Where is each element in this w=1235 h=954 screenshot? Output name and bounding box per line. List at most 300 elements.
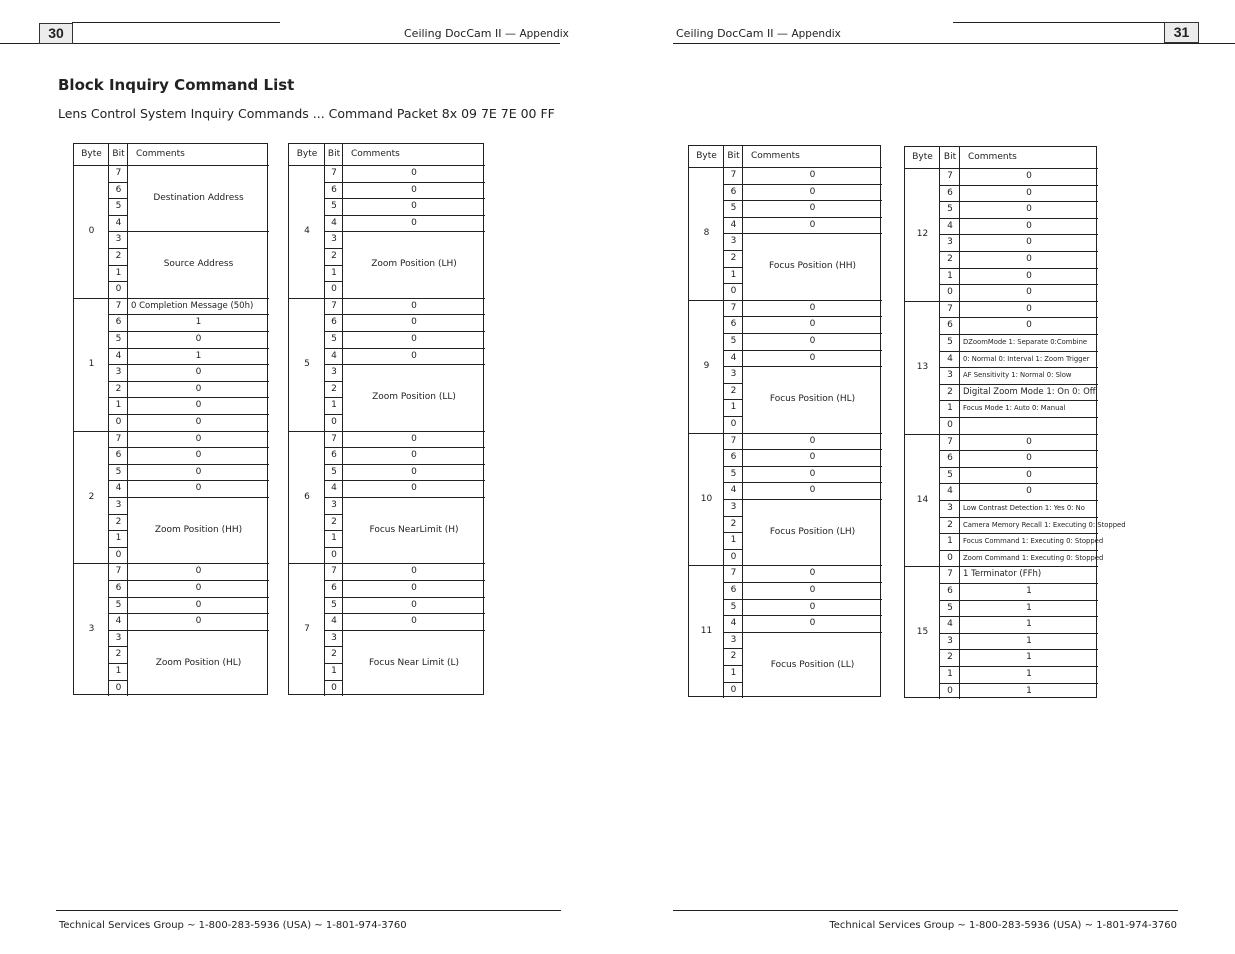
- row-divider: [325, 514, 343, 515]
- bit-number: 2: [947, 652, 953, 663]
- bit-number: 5: [331, 201, 337, 212]
- bit-number: 0: [115, 284, 122, 295]
- comment-value: 0: [809, 219, 816, 230]
- comment-value: 0: [1026, 436, 1032, 447]
- comment-value: 0: [809, 618, 816, 629]
- bit-number: 4: [730, 618, 737, 629]
- row-divider: [325, 580, 343, 581]
- row-divider: [325, 447, 343, 448]
- bit-number: 1: [331, 533, 337, 544]
- bit-number: 4: [947, 353, 953, 364]
- byte-number: 9: [703, 360, 710, 371]
- bit-number: 0: [331, 549, 337, 560]
- bit-number: 5: [331, 466, 337, 477]
- row-divider: [325, 381, 343, 382]
- row-divider: [325, 182, 343, 183]
- comment-group: Zoom Position (LH): [371, 259, 457, 270]
- byte-number: 12: [916, 229, 929, 239]
- bit-number: 3: [730, 502, 737, 512]
- comment-value: 0: [411, 184, 417, 195]
- row-divider: [940, 517, 960, 518]
- bit-number: 3: [730, 236, 737, 247]
- bit-number: 1: [947, 536, 953, 547]
- bit-number: 5: [947, 602, 953, 613]
- bit-number: 2: [730, 253, 737, 263]
- row-divider: [325, 231, 343, 232]
- header-section-right: Appendix: [791, 28, 841, 40]
- row-divider: [940, 683, 960, 684]
- bit-number: 1: [947, 403, 953, 414]
- comment-group: Focus Position (LH): [769, 527, 856, 537]
- header-text-left: [404, 27, 569, 40]
- row-divider: [940, 351, 960, 352]
- bit-number: 4: [947, 486, 953, 497]
- row-divider: [325, 630, 343, 631]
- comment-value: Focus Command 1: Executing 0: Stopped: [963, 537, 1104, 546]
- byte-number: 0: [88, 226, 95, 236]
- comment-value: 0: [195, 367, 202, 378]
- bit-number: 5: [331, 599, 337, 610]
- comment-value: Low Contrast Detection 1: Yes 0: No: [963, 504, 1085, 512]
- comment-value: 0: [411, 201, 417, 212]
- row-divider: [109, 331, 128, 332]
- bit-number: 7: [115, 168, 122, 178]
- row-divider: [724, 383, 743, 384]
- comment-value: 0: [411, 317, 417, 328]
- comment-value: 0: [411, 450, 417, 461]
- bit-number: 0: [115, 417, 122, 427]
- bit-number: 0: [331, 284, 337, 295]
- comment-value: 1: [1026, 586, 1032, 596]
- bit-number: 0: [730, 684, 737, 695]
- comment-value: 0: [411, 483, 417, 494]
- row-divider: [109, 381, 128, 382]
- row-divider: [325, 646, 343, 647]
- bit-number: 1: [115, 267, 122, 278]
- comment-value: 0: [1026, 220, 1032, 231]
- bit-number: 2: [331, 383, 337, 394]
- row-divider: [724, 200, 743, 201]
- bit-number: 4: [115, 483, 122, 494]
- comment-value: 0: [195, 466, 202, 477]
- comment-value: 0: [195, 400, 202, 411]
- bit-number: 7: [115, 300, 122, 311]
- comment-value: 0: [195, 417, 202, 427]
- bit-number: 3: [115, 632, 122, 643]
- row-divider: [724, 333, 743, 334]
- row-divider: [940, 666, 960, 667]
- header-top-rule-left: [72, 22, 280, 23]
- bit-number: 7: [331, 168, 337, 178]
- byte-number: 5: [304, 358, 310, 369]
- bit-number: 6: [947, 453, 953, 464]
- bit-number: 7: [947, 171, 953, 181]
- row-divider: [724, 532, 743, 533]
- comment-value: 0: [195, 334, 202, 344]
- byte-number: 1: [88, 358, 95, 369]
- row-divider: [109, 348, 128, 349]
- row-divider: [109, 597, 128, 598]
- bit-number: 4: [730, 485, 737, 496]
- row-divider: [724, 250, 743, 251]
- row-divider: [940, 201, 960, 202]
- header-comments: Comments: [136, 149, 185, 159]
- comment-value: 0: [195, 566, 202, 577]
- row-divider: [109, 281, 128, 282]
- bit-number: 0: [331, 682, 337, 693]
- row-divider: [940, 616, 960, 617]
- header-rule-right: [673, 43, 1235, 44]
- row-divider: [109, 530, 128, 531]
- row-divider: [325, 464, 343, 465]
- bit-number: 2: [331, 251, 337, 261]
- comment-value: 0: [809, 302, 816, 313]
- bit-number: 2: [730, 518, 737, 529]
- footer-left: Technical Services Group ~ 1-800-283-5936 (USA) ~ 1-801-974-3760: [59, 920, 407, 931]
- row-divider: [940, 649, 960, 650]
- comment-value: 0: [1026, 187, 1032, 198]
- comment-value: 0 Completion Message (50h): [131, 300, 254, 311]
- bit-number: 6: [115, 317, 122, 328]
- bit-number: 4: [730, 352, 737, 363]
- header-byte: Byte: [81, 149, 102, 159]
- row-divider: [940, 400, 960, 401]
- byte-number: 6: [304, 491, 310, 502]
- bit-number: 7: [730, 302, 737, 313]
- comment-value: 0: [809, 585, 816, 595]
- comment-value: 0: [809, 435, 816, 446]
- bit-number: 3: [730, 369, 737, 380]
- comment-value: 0: [1026, 453, 1032, 464]
- row-divider: [940, 417, 960, 418]
- bit-number: 2: [331, 649, 337, 660]
- section-subtitle: Lens Control System Inquiry Commands ... Command Packet 8x 09 7E 7E 00 FF: [58, 106, 555, 121]
- comment-value: DZoomMode 1: Separate 0:Combine: [963, 338, 1088, 346]
- bit-number: 7: [115, 566, 122, 577]
- footer-rule-left: [56, 910, 561, 911]
- row-divider: [724, 366, 743, 367]
- bit-number: 6: [331, 184, 337, 195]
- row-divider: [724, 648, 743, 649]
- comment-value: 0: [195, 383, 202, 394]
- bit-number: 6: [730, 319, 737, 330]
- bit-number: 3: [115, 234, 122, 245]
- bit-number: 0: [947, 420, 953, 430]
- row-divider: [940, 583, 960, 584]
- header-dash-right: —: [776, 27, 788, 40]
- row-divider: [325, 414, 343, 415]
- bit-number: 2: [115, 649, 122, 660]
- byte-number: 15: [916, 627, 929, 638]
- row-divider: [109, 480, 128, 481]
- bit-number: 4: [115, 217, 122, 228]
- comment-group: Source Address: [163, 259, 234, 270]
- header-byte: Byte: [696, 151, 717, 161]
- bit-number: 6: [331, 317, 337, 328]
- comment-value: 0: [411, 433, 417, 444]
- row-divider: [724, 632, 743, 633]
- bit-number: 1: [947, 669, 953, 679]
- byte-number: 10: [700, 493, 713, 504]
- page-number-right: 31: [1164, 22, 1199, 43]
- row-divider: [109, 464, 128, 465]
- bit-number: 3: [947, 503, 953, 513]
- comment-value: 0: Normal 0: Interval 1: Zoom Trigger: [963, 354, 1090, 363]
- bit-number: 3: [331, 632, 337, 643]
- comment-value: 0: [1026, 237, 1032, 248]
- row-divider: [724, 582, 743, 583]
- comment-group: Focus Near Limit (L): [368, 657, 460, 668]
- bit-number: 7: [947, 569, 953, 580]
- bit-number: 6: [730, 452, 737, 463]
- footer-rule-right: [673, 910, 1178, 911]
- bit-number: 6: [947, 320, 953, 331]
- row-divider: [109, 364, 128, 365]
- row-divider: [109, 497, 128, 498]
- comment-value: 0: [195, 583, 202, 593]
- bit-number: 3: [947, 635, 953, 646]
- row-divider: [109, 397, 128, 398]
- comment-value: 0: [1026, 270, 1032, 281]
- comment-value: Zoom Command 1: Executing 0: Stopped: [963, 553, 1104, 562]
- row-divider: [724, 399, 743, 400]
- row-divider: [325, 547, 343, 548]
- bit-number: 4: [331, 350, 337, 361]
- bit-number: 1: [115, 400, 122, 411]
- bit-number: 0: [947, 552, 953, 563]
- comment-group: Zoom Position (HH): [154, 525, 243, 535]
- bit-number: 2: [331, 516, 337, 527]
- row-divider: [109, 547, 128, 548]
- bit-number: 6: [947, 586, 953, 596]
- row-divider: [724, 499, 743, 500]
- comment-value: 0: [809, 485, 816, 496]
- comment-value: 1: [1026, 602, 1032, 613]
- comment-value: AF Sensitivity 1: Normal 0: Slow: [963, 371, 1072, 380]
- comment-value: 0: [195, 483, 202, 494]
- row-divider: [325, 364, 343, 365]
- bit-number: 2: [115, 516, 122, 527]
- command-table: [288, 143, 484, 695]
- bit-number: 4: [730, 219, 737, 230]
- comment-group: Focus Position (HL): [769, 394, 856, 405]
- page-number-left: 30: [39, 23, 73, 44]
- comment-value: 0: [195, 616, 202, 627]
- row-divider: [724, 665, 743, 666]
- row-divider: [940, 483, 960, 484]
- bit-number: 5: [947, 337, 953, 347]
- bit-number: 5: [730, 601, 737, 612]
- row-divider: [325, 613, 343, 614]
- row-divider: [940, 317, 960, 318]
- bit-number: 5: [115, 466, 122, 477]
- byte-number: 2: [88, 491, 95, 502]
- command-table: [73, 143, 268, 695]
- row-divider: [109, 514, 128, 515]
- row-divider: [109, 414, 128, 415]
- bit-number: 0: [730, 551, 737, 562]
- byte-number: 8: [703, 228, 710, 238]
- header-text-right: [676, 27, 841, 40]
- comment-value: 0: [809, 203, 816, 214]
- bit-number: 5: [115, 201, 122, 212]
- row-divider: [940, 185, 960, 186]
- comment-value: 1: [195, 317, 202, 328]
- row-divider: [724, 682, 743, 683]
- row-divider: [940, 367, 960, 368]
- row-divider: [325, 265, 343, 266]
- row-divider: [724, 217, 743, 218]
- row-divider: [109, 265, 128, 266]
- row-divider: [325, 248, 343, 249]
- bit-number: 1: [730, 668, 737, 678]
- bit-number: 2: [115, 251, 122, 261]
- bit-number: 5: [115, 599, 122, 610]
- row-divider: [109, 630, 128, 631]
- bit-number: 7: [331, 300, 337, 311]
- row-divider: [724, 316, 743, 317]
- bit-number: 3: [947, 237, 953, 248]
- bit-number: 7: [730, 568, 737, 579]
- bit-number: 7: [730, 170, 737, 180]
- byte-number: 7: [304, 624, 310, 635]
- comment-value: 0: [809, 336, 816, 346]
- command-table: [904, 146, 1126, 698]
- bit-number: 0: [730, 419, 737, 429]
- comment-group: Zoom Position (LL): [372, 392, 456, 403]
- comment-group: Destination Address: [153, 193, 244, 203]
- row-divider: [325, 597, 343, 598]
- row-divider: [325, 480, 343, 481]
- bit-number: 7: [331, 566, 337, 577]
- bit-number: 5: [947, 469, 953, 480]
- byte-number: 13: [916, 361, 929, 372]
- comment-value: 0: [1026, 486, 1032, 497]
- bit-number: 0: [331, 417, 337, 427]
- bit-number: 3: [115, 500, 122, 510]
- header-bit: Bit: [727, 151, 740, 161]
- row-divider: [325, 680, 343, 681]
- comment-value: 0: [411, 168, 417, 178]
- comment-value: 0: [1026, 287, 1032, 298]
- bit-number: 1: [115, 533, 122, 544]
- row-divider: [109, 663, 128, 664]
- bit-number: 7: [947, 303, 953, 314]
- bit-number: 4: [115, 350, 122, 361]
- bit-number: 5: [730, 336, 737, 346]
- comment-group: Focus NearLimit (H): [369, 525, 459, 535]
- comment-value: 0: [195, 599, 202, 610]
- comment-value: 0: [1026, 469, 1032, 480]
- row-divider: [940, 450, 960, 451]
- comment-value: 0: [809, 468, 816, 479]
- bit-number: 5: [730, 203, 737, 214]
- comment-value: 0: [411, 466, 417, 477]
- row-divider: [940, 500, 960, 501]
- row-divider: [724, 283, 743, 284]
- bit-number: 7: [115, 433, 122, 444]
- row-divider: [724, 516, 743, 517]
- bit-number: 3: [331, 367, 337, 378]
- comment-value: 0: [411, 599, 417, 610]
- row-divider: [109, 314, 128, 315]
- row-divider: [325, 530, 343, 531]
- bit-number: 6: [115, 184, 122, 195]
- row-divider: [109, 182, 128, 183]
- comment-group: Zoom Position (HL): [155, 657, 242, 668]
- bit-number: 6: [331, 450, 337, 461]
- row-divider: [940, 268, 960, 269]
- byte-number: 11: [700, 626, 713, 637]
- header-comments: Comments: [351, 149, 400, 159]
- comment-group: Focus Position (LL): [770, 659, 855, 670]
- row-divider: [960, 417, 1098, 418]
- row-divider: [940, 218, 960, 219]
- comment-value: 1: [195, 350, 202, 361]
- bit-number: 5: [115, 334, 122, 344]
- comment-value: 0: [809, 352, 816, 363]
- comment-value: 0: [809, 568, 816, 579]
- bit-number: 1: [331, 666, 337, 676]
- bit-number: 0: [947, 685, 953, 696]
- bit-number: 3: [331, 234, 337, 245]
- bit-number: 4: [331, 616, 337, 627]
- row-divider: [724, 599, 743, 600]
- header-rule-left: [0, 43, 560, 44]
- row-divider: [325, 215, 343, 216]
- row-divider: [109, 580, 128, 581]
- comment-value: 0: [411, 217, 417, 228]
- comment-value: Focus Mode 1: Auto 0: Manual: [963, 404, 1066, 413]
- comment-value: 0: [1026, 204, 1032, 215]
- bit-number: 6: [115, 583, 122, 593]
- byte-number: 14: [916, 494, 929, 505]
- bit-number: 5: [730, 468, 737, 479]
- bit-number: 4: [947, 619, 953, 630]
- bit-number: 7: [947, 436, 953, 447]
- comment-value: 0: [195, 450, 202, 461]
- row-divider: [724, 449, 743, 450]
- header-title-left: Ceiling DocCam II: [404, 27, 502, 40]
- bit-number: 1: [331, 400, 337, 411]
- comment-value: 1: [1026, 669, 1032, 679]
- comment-value: 0: [195, 433, 202, 444]
- header-section-left: Appendix: [519, 28, 569, 40]
- row-divider: [724, 233, 743, 234]
- header-byte: Byte: [912, 152, 933, 162]
- comment-value: 1: [1026, 685, 1032, 696]
- bit-number: 1: [947, 270, 953, 281]
- comment-value: 1: [1026, 652, 1032, 663]
- row-divider: [325, 331, 343, 332]
- bit-number: 4: [947, 220, 953, 231]
- row-divider: [724, 416, 743, 417]
- bit-number: 3: [115, 367, 122, 378]
- comment-value: 1: [1026, 635, 1032, 646]
- bit-number: 1: [730, 535, 737, 546]
- bit-number: 1: [115, 666, 122, 676]
- comment-value: 1 Terminator (FFh): [963, 569, 1042, 580]
- row-divider: [724, 615, 743, 616]
- bit-number: 0: [730, 286, 737, 297]
- bit-number: 6: [730, 186, 737, 197]
- comment-value: 0: [411, 616, 417, 627]
- row-divider: [325, 497, 343, 498]
- bit-number: 2: [947, 386, 953, 397]
- bit-number: 6: [947, 187, 953, 198]
- row-divider: [109, 613, 128, 614]
- row-divider: [724, 184, 743, 185]
